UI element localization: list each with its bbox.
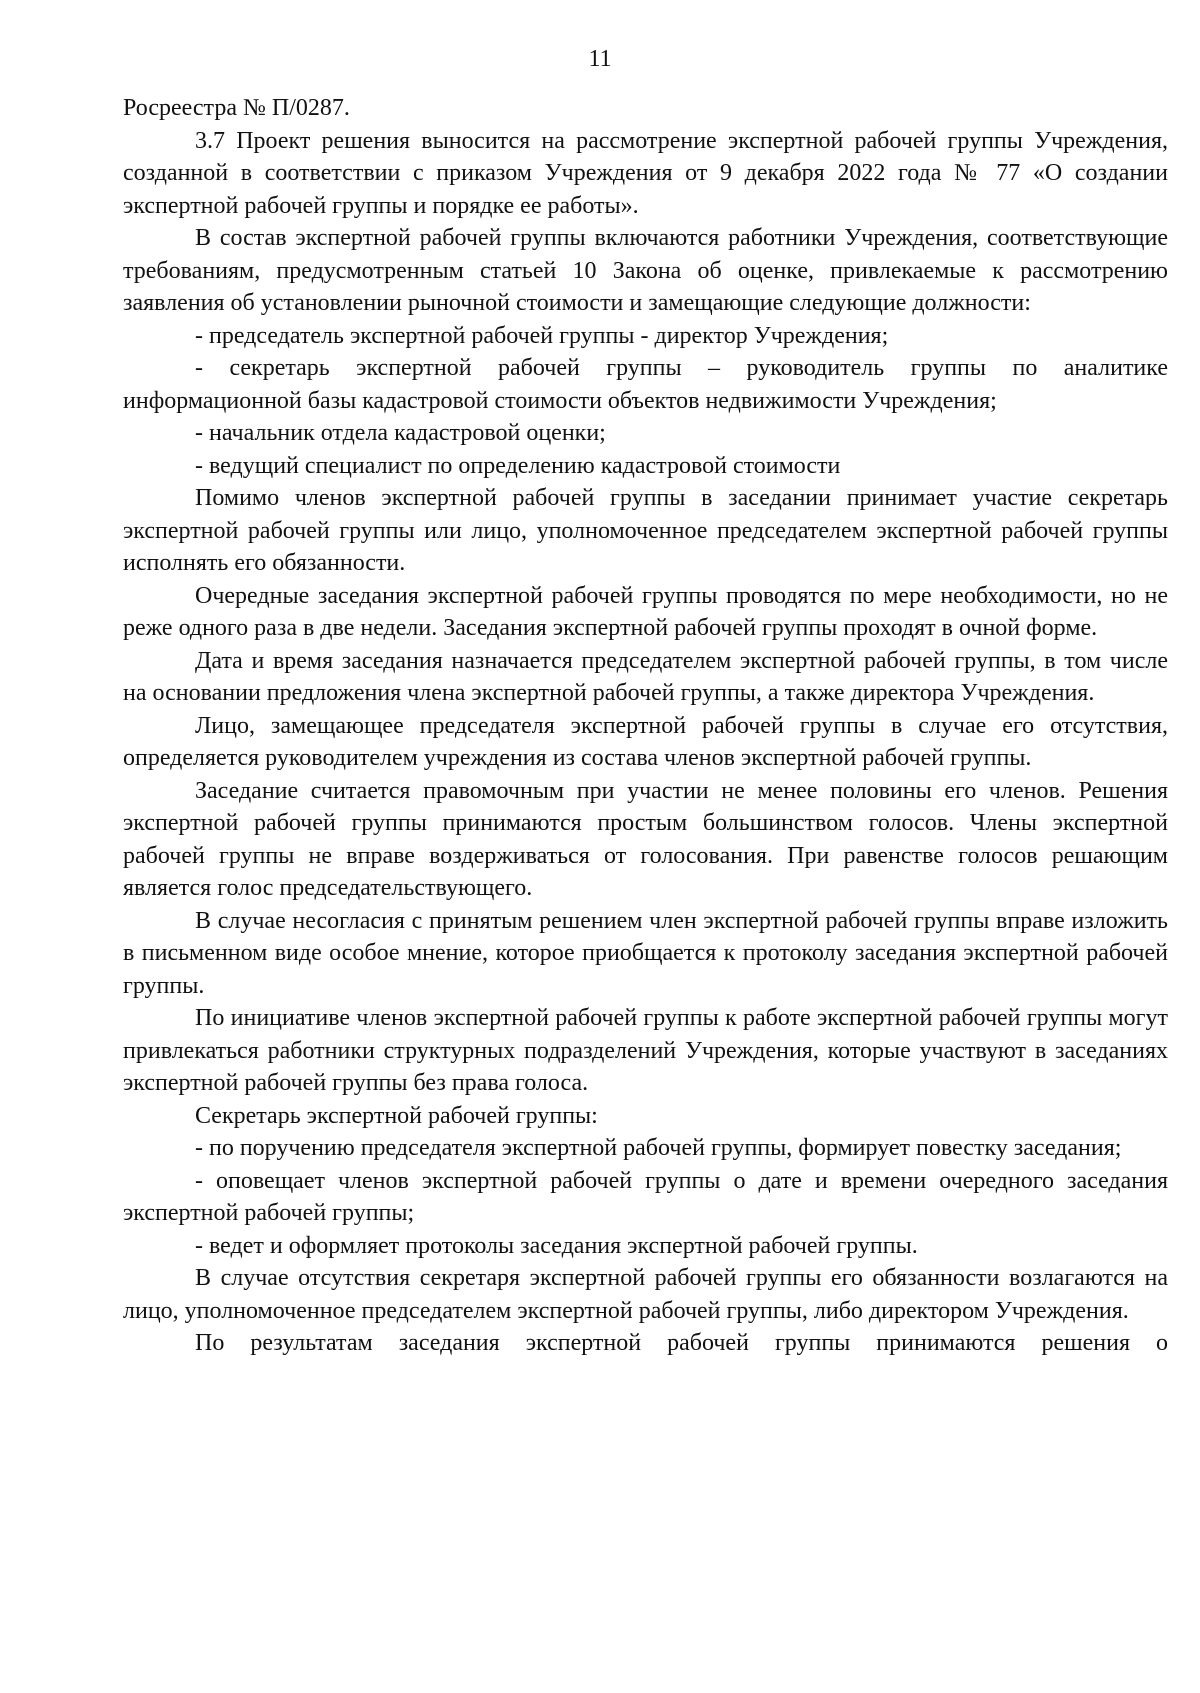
list-item: - по поручению председателя экспертной рабочей группы, формирует повестку заседания; (195, 1135, 1122, 1161)
paragraph: Секретарь экспертной рабочей группы: (195, 1102, 598, 1129)
paragraph: Заседание считается правомочным при участии не менее половины его членов. Решения экспертной рабочей группы принимаются простым большинством голосов. Члены экспертной рабочей группы не вправе воздерживаться от голосования. При равенстве голосов решающим является голос председательствующего. (123, 777, 1168, 901)
paragraph: По результатам заседания экспертной рабочей группы принимаются решения о (195, 1330, 1168, 1356)
paragraph: В случае отсутствия секретаря экспертной рабочей группы его обязанности возлагаются на лицо, уполномоченное председателем экспертной рабочей группы, либо директором Учреждения. (123, 1265, 1168, 1324)
page-number: 11 (588, 46, 612, 72)
document-body (123, 92, 1168, 1360)
list-item: - оповещает членов экспертной рабочей группы о дате и времени очередного заседания экспертной рабочей группы; (123, 1167, 1168, 1226)
list-item: - председатель экспертной рабочей группы - директор Учреждения; (195, 322, 889, 349)
paragraph: По инициативе членов экспертной рабочей группы к работе экспертной рабочей группы могут привлекаться работники структурных подразделений Учреждения, которые участвуют в заседаниях экспертной рабочей группы без права голоса. (123, 1005, 1168, 1096)
paragraph: В состав экспертной рабочей группы включаются работники Учреждения, соответствующие требованиям, предусмотренным статьей 10 Закона об оценке, привлекаемые к рассмотрению заявления об установлении рыночной стоимости и замещающие следующие должности: (123, 225, 1168, 316)
paragraph: Очередные заседания экспертной рабочей группы проводятся по мере необходимости, но не реже одного раза в две недели. Заседания экспертной рабочей группы проходят в очной форме. (123, 582, 1168, 641)
list-item: - ведущий специалист по определению кадастровой стоимости (195, 452, 841, 479)
list-item: - ведет и оформляет протоколы заседания экспертной рабочей группы. (195, 1232, 918, 1259)
paragraph: 3.7 Проект решения выносится на рассмотрение экспертной рабочей группы Учреждения, созданной в соответствии с приказом Учреждения от 9 декабря 2022 года № 77 «О создании экспертной рабочей группы и порядке ее работы». (123, 127, 1168, 219)
paragraph: В случае несогласия с принятым решением член экспертной рабочей группы вправе изложить в письменном виде особое мнение, которое приобщается к протоколу заседания экспертной рабочей группы. (123, 907, 1168, 999)
paragraph: Росреестра № П/0287. (123, 95, 350, 121)
list-item: - начальник отдела кадастровой оценки; (195, 420, 606, 446)
paragraph: Помимо членов экспертной рабочей группы в заседании принимает участие секретарь экспертной рабочей группы или лицо, уполномоченное председателем экспертной рабочей группы исполнять его обязанности. (123, 485, 1168, 576)
paragraph: Дата и время заседания назначается председателем экспертной рабочей группы, в том числе на основании предложения члена экспертной рабочей группы, а также директора Учреждения. (123, 647, 1168, 706)
list-item: - секретарь экспертной рабочей группы – руководитель группы по аналитике информационной базы кадастровой стоимости объектов недвижимости Учреждения; (123, 355, 1168, 414)
paragraph: Лицо, замещающее председателя экспертной рабочей группы в случае его отсутствия, определяется руководителем учреждения из состава членов экспертной рабочей группы. (123, 712, 1168, 771)
